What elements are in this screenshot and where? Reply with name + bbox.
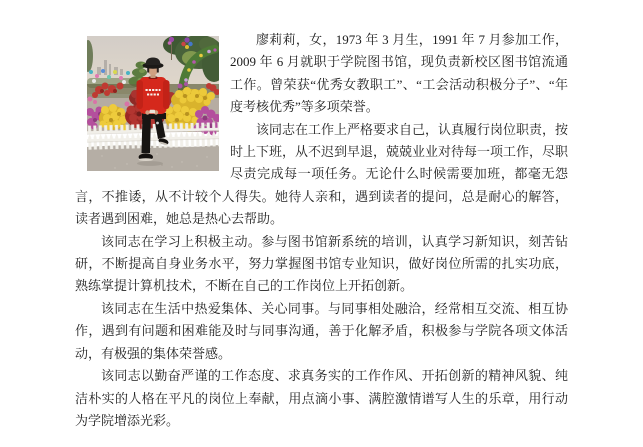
paragraph-study: 该同志在学习上积极主动。参与图书馆新系统的培训，认真学习新知识，刻苦钻研，不断提高自身业务水平，努力掌握图书馆专业知识，做好岗位所需的扎实功底，熟练掌提计算机技术，不断在自己的工作岗位上开拓创新。 <box>75 233 568 294</box>
paragraph-conclusion: 该同志以勤奋严谨的工作态度、求真务实的工作作风、开拓创新的精神风貌、纯洁朴实的人格在平凡的岗位上奉献，用点滴小事、满腔激情谱写人生的乐章，用行动为学院增添光彩。 <box>75 368 568 428</box>
photo-picket-fence <box>87 122 219 150</box>
paragraph-work: 该同志在工作上严格要求自己，认真履行岗位职责，按时上下班，从不迟到早退，兢兢业业对待每一项工作，尽职尽责完成每一项任务。无论什么时候需要加班，都毫无怨言，不推诿，从不计较个人得失。她待人亲和，遇到读者的提问，总是耐心的解答，读者遇到困难，她总是热心去帮助。 <box>75 121 569 227</box>
paragraph-intro: 廖莉莉，女，1973 年 3 月生，1991 年 7 月参加工作，2009 年 6 月就职于学院图书馆，现负责新校区图书馆流通工作。曾荣获“优秀女教职工”、“工会活动积极分子”、“年度考核优秀”等多项荣誉。 <box>230 32 568 115</box>
profile-photo <box>87 36 219 171</box>
paragraph-life: 该同志在生活中热爱集体、关心同事。与同事相处融洽，经常相互交流、相互协作，遇到有问题和困难能及时与同事沟通，善于化解矛盾，积极参与学院各项文体活动，有极强的集体荣誉感。 <box>75 300 568 361</box>
